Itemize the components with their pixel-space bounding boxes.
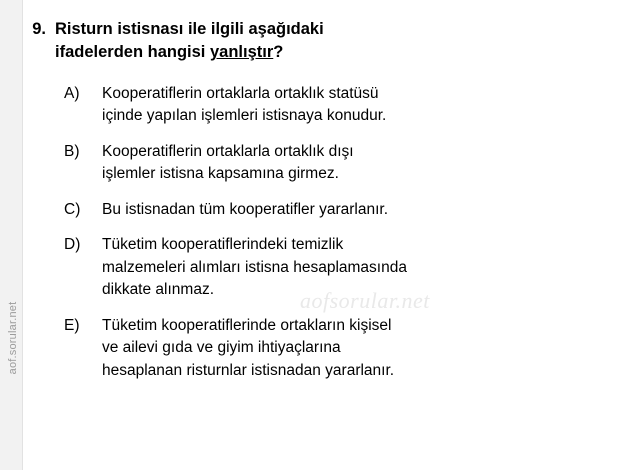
option-b-letter: B): [64, 142, 80, 160]
side-watermark-text: aof.sorular.net: [7, 301, 19, 375]
side-watermark-strip: [0, 0, 23, 470]
option-b[interactable]: [64, 141, 615, 186]
option-e-letter: E): [64, 316, 80, 334]
center-watermark-text: aofsorular.net: [300, 288, 430, 313]
question-block: [22, 18, 623, 65]
option-a-letter: A): [64, 84, 80, 102]
option-a[interactable]: [64, 83, 615, 128]
option-a-line-1: Kooperatiflerin ortaklarla ortaklık statüsü: [102, 84, 379, 102]
option-d-line-3: dikkate alınmaz.: [102, 281, 214, 299]
option-c-line-1: Bu istisnadan tüm kooperatifler yararlanır.: [102, 200, 389, 218]
question-line-2: [55, 41, 623, 64]
question-line-2-post: ?: [273, 43, 284, 62]
option-e-line-3: hesaplanan risturnlar istisnadan yararlanır.: [102, 361, 395, 379]
option-c-letter: C): [64, 200, 81, 218]
option-b-line-1: Kooperatiflerin ortaklarla ortaklık dışı: [102, 142, 354, 160]
question-line-1: Risturn istisnası ile ilgili aşağıdaki: [55, 20, 324, 38]
option-d[interactable]: [64, 234, 615, 301]
option-a-text: [102, 83, 615, 128]
question-keyword-yanlistir: yanlıştır: [209, 43, 274, 62]
option-e-line-1: Tüketim kooperatiflerinde ortakların kişisel: [102, 316, 392, 334]
option-c-text: [102, 199, 615, 221]
option-d-text: [102, 234, 615, 301]
question-text: [55, 18, 623, 65]
option-e[interactable]: [64, 315, 615, 382]
option-e-text: [102, 315, 615, 382]
option-a-line-2: içinde yapılan işlemleri istisnaya konudur.: [102, 107, 387, 125]
option-e-line-2: ve ailevi gıda ve giyim ihtiyaçlarına: [102, 339, 341, 357]
option-b-text: [102, 141, 615, 186]
options-list: [22, 83, 623, 382]
question-number: 9.: [32, 20, 46, 38]
question-content: [22, 0, 637, 470]
option-c[interactable]: [64, 199, 615, 221]
option-d-line-1: Tüketim kooperatiflerindeki temizlik: [102, 236, 344, 254]
option-d-line-2: malzemeleri alımları istisna hesaplamasında: [102, 258, 407, 276]
question-line-2-pre: ifadelerden hangisi: [55, 43, 210, 62]
option-d-letter: D): [64, 236, 81, 254]
option-b-line-2: işlemler istisna kapsamına girmez.: [102, 165, 339, 183]
